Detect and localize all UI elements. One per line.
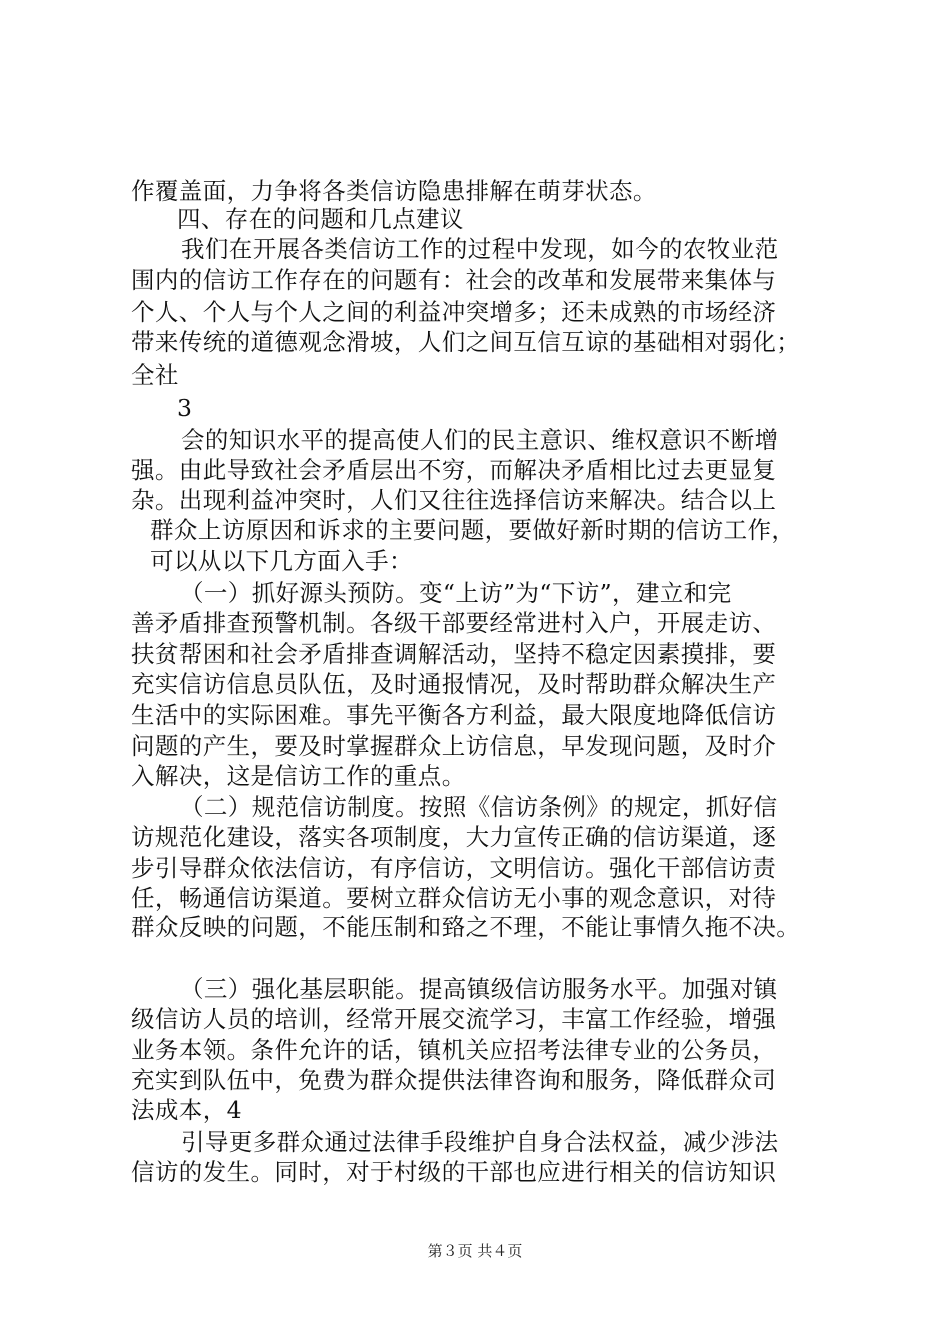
text-line: 问题的产生，要及时掌握群众上访信息，早发现问题，及时介 [131, 732, 777, 760]
text-line: 强。由此导致社会矛盾层出不穷，而解决矛盾相比过去更显复 [131, 456, 777, 484]
text-line: 可以从以下几方面入手： [150, 547, 413, 575]
text-line: 级信访人员的培训，经常开展交流学习，丰富工作经验，增强 [131, 1005, 777, 1033]
text-line: 入解决，这是信访工作的重点。 [131, 762, 466, 790]
section-heading: 四、存在的问题和几点建议 [177, 205, 464, 233]
text-line: 引导更多群众通过法律手段维护自身合法权益，减少涉法 [181, 1128, 779, 1156]
text-line: 个人、个人与个人之间的利益冲突增多；还未成熟的市场经济 [131, 298, 777, 326]
text-line: （二）规范信访制度。按照《信访条例》的规定，抓好信 [180, 793, 778, 821]
text-line: 群众上访原因和诉求的主要问题，要做好新时期的信访工作， [150, 516, 796, 544]
text-line: 信访的发生。同时，对于村级的干部也应进行相关的信访知识 [131, 1158, 777, 1186]
text-line: 业务本领。条件允许的话，镇机关应招考法律专业的公务员， [131, 1036, 777, 1064]
text-line: 步引导群众依法信访，有序信访，文明信访。强化干部信访责 [131, 854, 777, 882]
text-line: 法成本，4 [131, 1096, 242, 1124]
page-number-marker: 3 [177, 394, 193, 422]
text-line: 我们在开展各类信访工作的过程中发现，如今的农牧业范 [181, 235, 779, 263]
page-footer: 第３页 共４页 [427, 1242, 523, 1260]
text-line: 充实信访信息员队伍，及时通报情况，及时帮助群众解决生产 [131, 670, 777, 698]
text-line: 作覆盖面，力争将各类信访隐患排解在萌芽状态。 [131, 177, 657, 205]
text-line: 任，畅通信访渠道。要树立群众信访无小事的观念意识，对待 [131, 884, 777, 912]
text-line: 围内的信访工作存在的问题有：社会的改革和发展带来集体与 [131, 266, 777, 294]
text-line: 会的知识水平的提高使人们的民主意识、维权意识不断增 [181, 426, 779, 454]
text-line: 生活中的实际困难。事先平衡各方利益，最大限度地降低信访 [131, 701, 777, 729]
text-line: 杂。出现利益冲突时，人们又往往选择信访来解决。结合以上 [131, 486, 777, 514]
text-line: （三）强化基层职能。提高镇级信访服务水平。加强对镇 [180, 975, 778, 1003]
text-line: 访规范化建设，落实各项制度，大力宣传正确的信访渠道，逐 [131, 823, 777, 851]
text-line: 群众反映的问题，不能压制和臵之不理，不能让事情久拖不决。 [131, 913, 801, 941]
text-line: 全社 [131, 361, 179, 389]
text-line: （一）抓好源头预防。变“上访”为“下访”，建立和完 [180, 579, 732, 607]
text-line: 带来传统的道德观念滑坡，人们之间互信互谅的基础相对弱化； [131, 328, 801, 356]
text-line: 善矛盾排查预警机制。各级干部要经常进村入户，开展走访、 [131, 609, 777, 637]
text-line: 扶贫帮困和社会矛盾排查调解活动，坚持不稳定因素摸排，要 [131, 640, 777, 668]
text-line: 充实到队伍中，免费为群众提供法律咨询和服务，降低群众司 [131, 1066, 777, 1094]
